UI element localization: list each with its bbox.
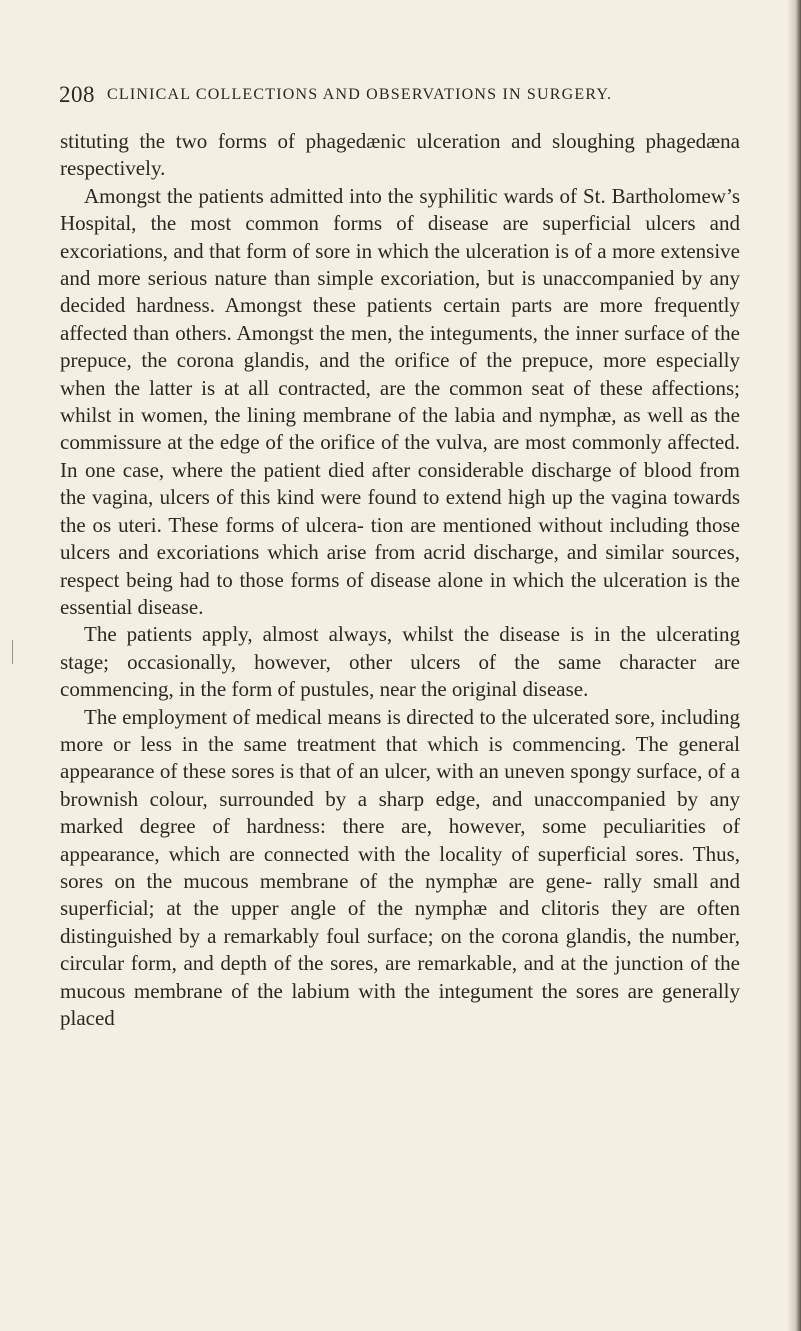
body-text xyxy=(60,128,740,1032)
paragraph: The patients apply, almost always, whilst the disease is in the ulcerating stage; occasionally, however, other ulcers of the same character are commencing, in the form of pustules, near the original disease. xyxy=(60,622,740,702)
running-head: CLINICAL COLLECTIONS AND OBSERVATIONS IN SURGERY. xyxy=(107,86,613,103)
paragraph: Amongst the patients admitted into the syphilitic wards of St. Bartholomew’s Hospital, the most common forms of disease are superficial ulcers and excoriations, and that form of sore in which the ulceration is of a more extensive and more serious nature than simple excoriation, but is unaccompanied by any decided hardness. Amongst these patients certain parts are more frequently affected than others. Amongst the men, the integuments, the inner surface of the prepuce, the corona glandis, and the orifice of the prepuce, more especially when the latter is at all contracted, are the common seat of these affections; whilst in women, the lining membrane of the labia and nymphæ, as well as the commissure at the edge of the orifice of the vulva, are most commonly affected. In one case, where the patient died after considerable discharge of blood from the vagina, ulcers of this kind were found to extend high up the vagina towards the os uteri. These forms of ulcera- tion are mentioned without including those ulcers and excoriations which arise from acrid discharge, and similar sources, respect being had to those forms of disease alone in which the ulceration is the essential disease. xyxy=(60,183,740,619)
page-edge-shadow xyxy=(787,0,801,1331)
page-header xyxy=(59,82,739,118)
margin-mark xyxy=(12,640,16,664)
paragraph: The employment of medical means is directed to the ulcerated sore, including more or less in the same treatment that which is commencing. The general appearance of these sores is that of an ulcer, with an uneven spongy surface, of a brownish colour, surrounded by a sharp edge, and unaccompanied by any marked degree of hardness: there are, however, some peculiarities of appearance, which are connected with the locality of superficial sores. Thus, sores on the mucous membrane of the nymphæ are gene- rally small and superficial; at the upper angle of the nymphæ and clitoris they are often distinguished by a remarkably foul surface; on the corona glandis, the number, circular form, and depth of the sores, are remarkable, and at the junction of the mucous membrane of the labium with the integument the sores are generally placed xyxy=(60,704,740,1030)
paragraph-continuation: stituting the two forms of phagedænic ulceration and sloughing phagedæna respectively. xyxy=(60,129,740,181)
page-number: 208 xyxy=(59,82,95,107)
